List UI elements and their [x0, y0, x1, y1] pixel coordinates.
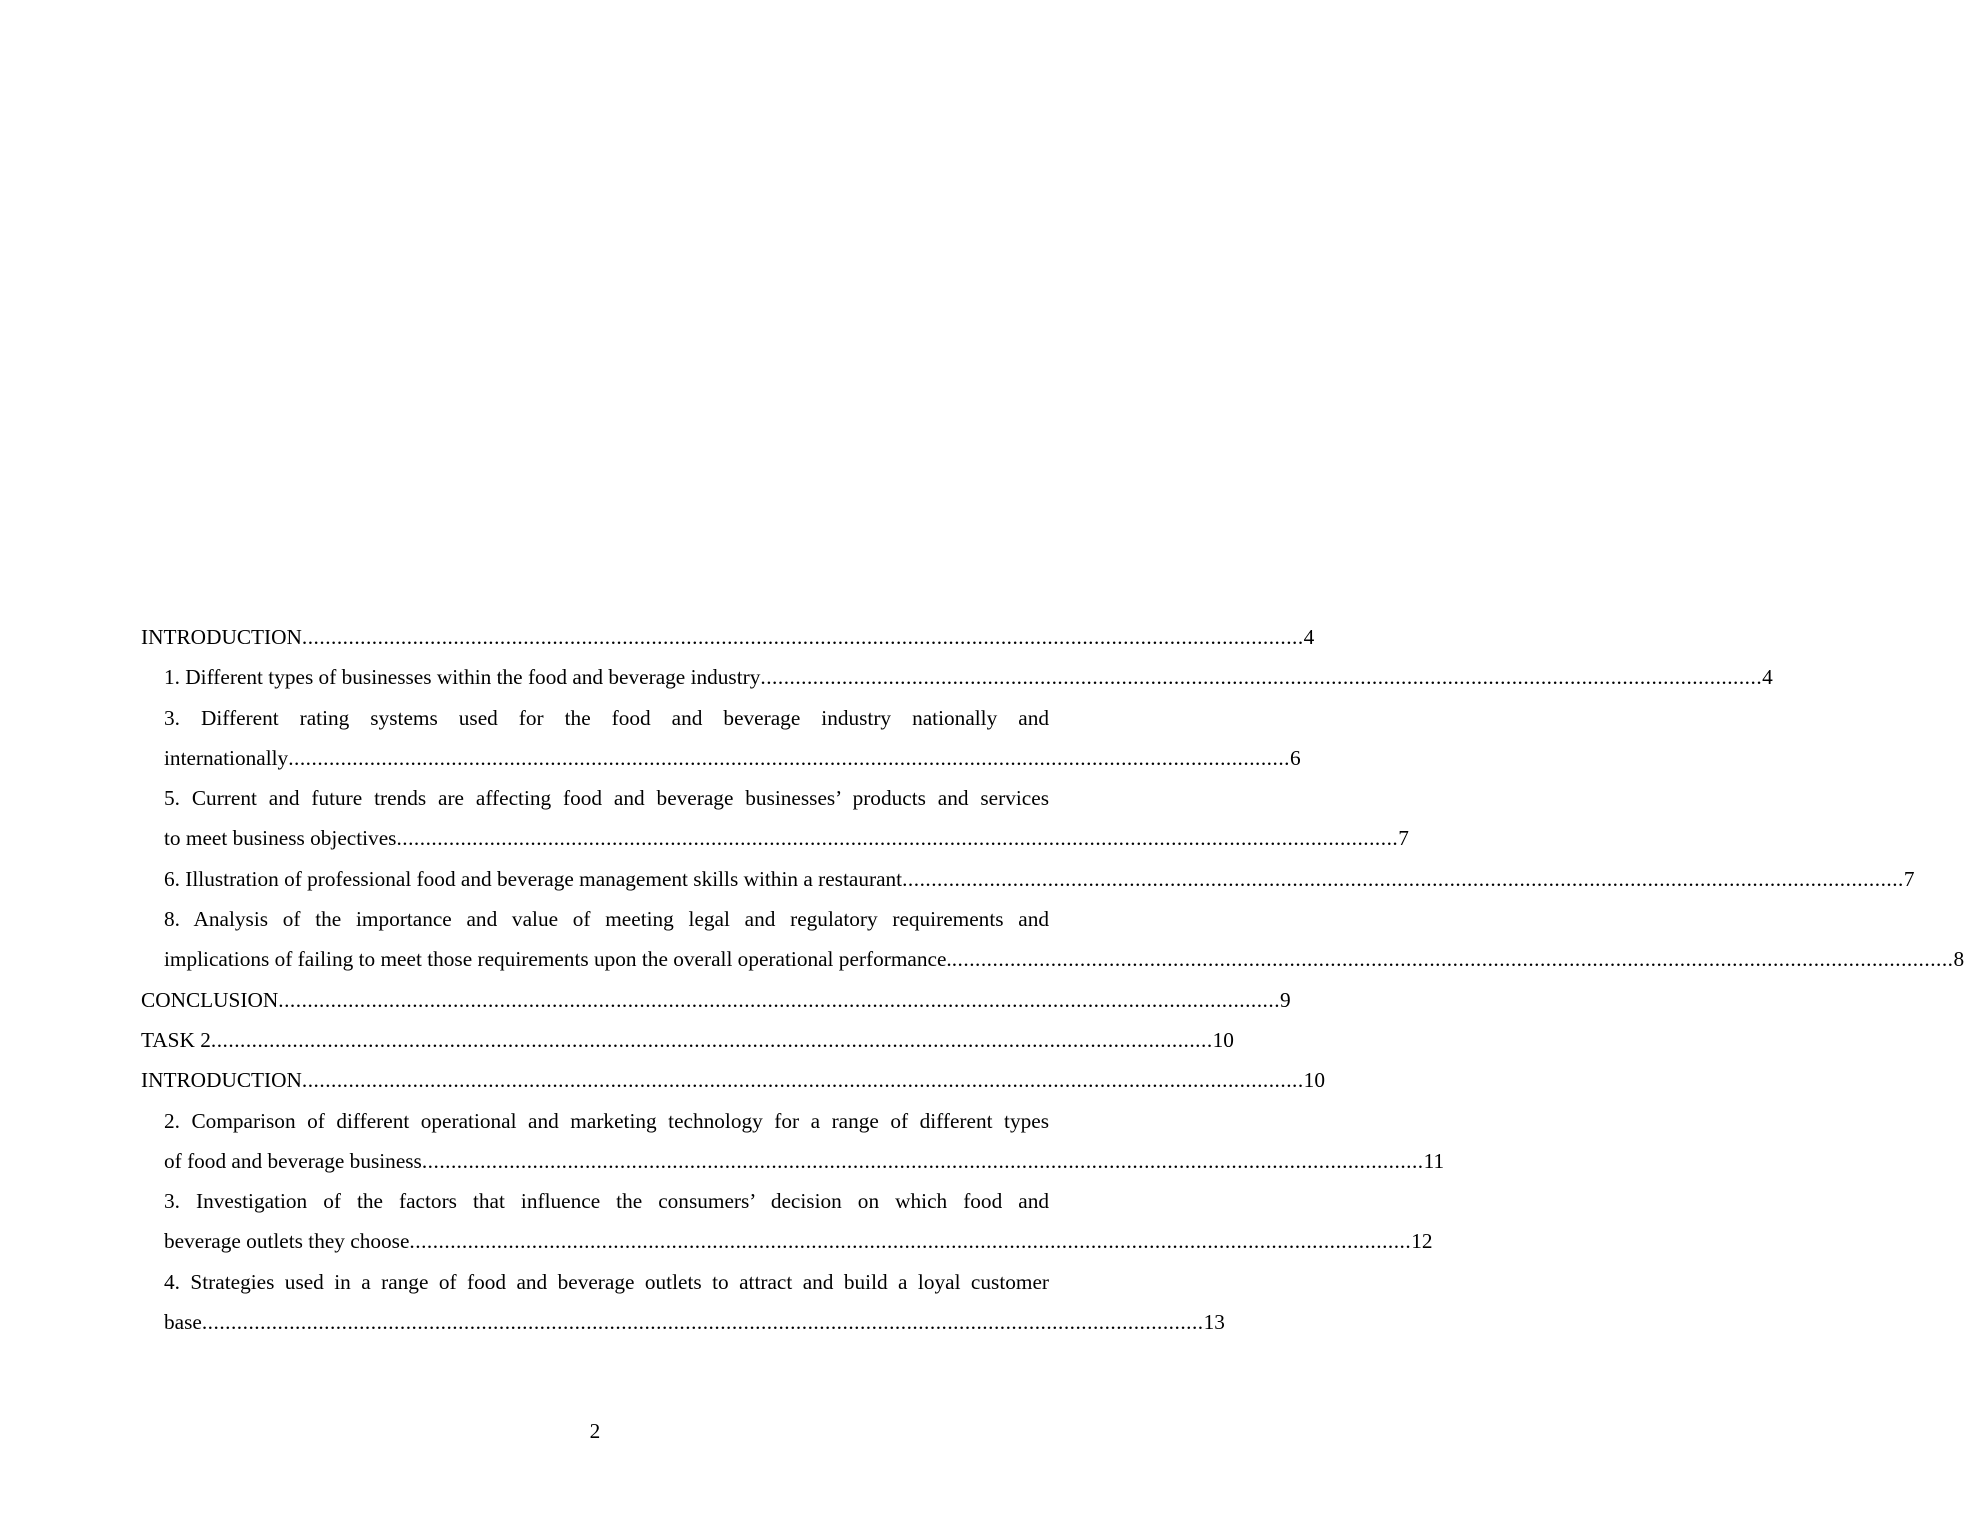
toc-entry-loyalty-strategies[interactable] — [164, 1262, 1225, 1343]
toc-entry-title: 2. Comparison of different operational and marketing technology for a range of different types — [164, 1108, 1049, 1133]
toc-entry-conclusion[interactable] — [141, 980, 1291, 1020]
toc-entry-title: 4. Strategies used in a range of food and beverage outlets to attract and build a loyal customer — [164, 1269, 1049, 1294]
toc-entry-introduction[interactable] — [141, 617, 1315, 657]
toc-entry-page: 9 — [1280, 987, 1291, 1012]
toc-dot-leader: ............................................................................................................................................................................ — [301, 1068, 1304, 1093]
toc-entry-rating-systems[interactable] — [164, 698, 1301, 779]
toc-entry-title-continued: beverage outlets they choose — [164, 1229, 410, 1254]
toc-entry-current-future-trends[interactable] — [164, 778, 1409, 859]
toc-entry-technology-comparison[interactable] — [164, 1101, 1445, 1182]
toc-entry-title-continued: internationally — [164, 745, 289, 770]
toc-dot-leader: ............................................................................................................................................................................ — [210, 1027, 1213, 1052]
toc-entry-title: 3. Investigation of the factors that influence the consumers’ decision on which food and — [164, 1189, 1049, 1214]
toc-entry-page: 10 — [1303, 1068, 1325, 1093]
table-of-contents — [141, 617, 1964, 1342]
toc-dot-leader: ............................................................................................................................................................................ — [409, 1229, 1412, 1254]
toc-dot-leader: ............................................................................................................................................................................ — [201, 1310, 1204, 1335]
toc-entry-page: 7 — [1903, 866, 1915, 891]
toc-dot-leader: ............................................................................................................................................................................ — [288, 745, 1290, 770]
toc-dot-leader: ............................................................................................................................................................................ — [396, 826, 1399, 851]
page-number: 2 — [589, 1419, 601, 1443]
toc-dot-leader: ............................................................................................................................................................................ — [278, 987, 1281, 1012]
toc-entry-management-skills[interactable] — [164, 859, 1915, 899]
toc-entry-page: 8 — [1953, 947, 1964, 972]
toc-entry-page: 4 — [1303, 625, 1315, 649]
toc-entry-title: 3. Different rating systems used for the food and beverage industry nationally and — [164, 705, 1049, 730]
toc-entry-title: CONCLUSION — [141, 987, 279, 1012]
toc-entry-title: INTRODUCTION — [141, 625, 302, 649]
toc-entry-types-of-businesses[interactable] — [164, 657, 1773, 697]
toc-entry-page: 6 — [1289, 745, 1301, 770]
toc-entry-title: 1. Different types of businesses within the food and beverage industry — [164, 665, 761, 690]
toc-entry-title-continued: implications of failing to meet those requirements upon the overall operational performance. — [164, 947, 952, 972]
toc-dot-leader: ............................................................................................................................................................................ — [301, 625, 1304, 649]
toc-dot-leader: ............................................................................................................................................................................ — [902, 866, 1904, 891]
toc-entry-consumer-factors[interactable] — [164, 1181, 1433, 1262]
toc-entry-title: 8. Analysis of the importance and value of meeting legal and regulatory requirements and — [164, 907, 1049, 932]
toc-entry-task-2[interactable] — [141, 1020, 1234, 1060]
toc-entry-title: TASK 2 — [141, 1027, 211, 1052]
toc-dot-leader: ............................................................................................................................................................................ — [421, 1148, 1424, 1173]
toc-entry-title: 6. Illustration of professional food and beverage management skills within a restaurant — [164, 866, 903, 891]
toc-entry-title-continued: base — [164, 1310, 202, 1335]
toc-dot-leader: ............................................................................................................................................................................ — [760, 665, 1763, 690]
toc-entry-legal-regulatory[interactable] — [164, 899, 1964, 980]
toc-entry-page: 10 — [1212, 1027, 1234, 1052]
toc-entry-introduction-2[interactable] — [141, 1060, 1325, 1100]
toc-dot-leader: ............................................................................................................................................................................ — [951, 947, 1954, 972]
toc-entry-title-continued: to meet business objectives — [164, 826, 397, 851]
toc-entry-title: 5. Current and future trends are affecting food and beverage businesses’ products and services — [164, 786, 1049, 811]
toc-entry-page: 4 — [1762, 665, 1773, 690]
toc-entry-title-continued: of food and beverage business — [164, 1148, 422, 1173]
toc-entry-page: 7 — [1398, 826, 1409, 851]
toc-entry-page: 12 — [1411, 1229, 1433, 1254]
toc-entry-page: 11 — [1423, 1148, 1445, 1173]
toc-entry-page: 13 — [1203, 1310, 1225, 1335]
toc-entry-title: INTRODUCTION — [141, 1068, 302, 1093]
